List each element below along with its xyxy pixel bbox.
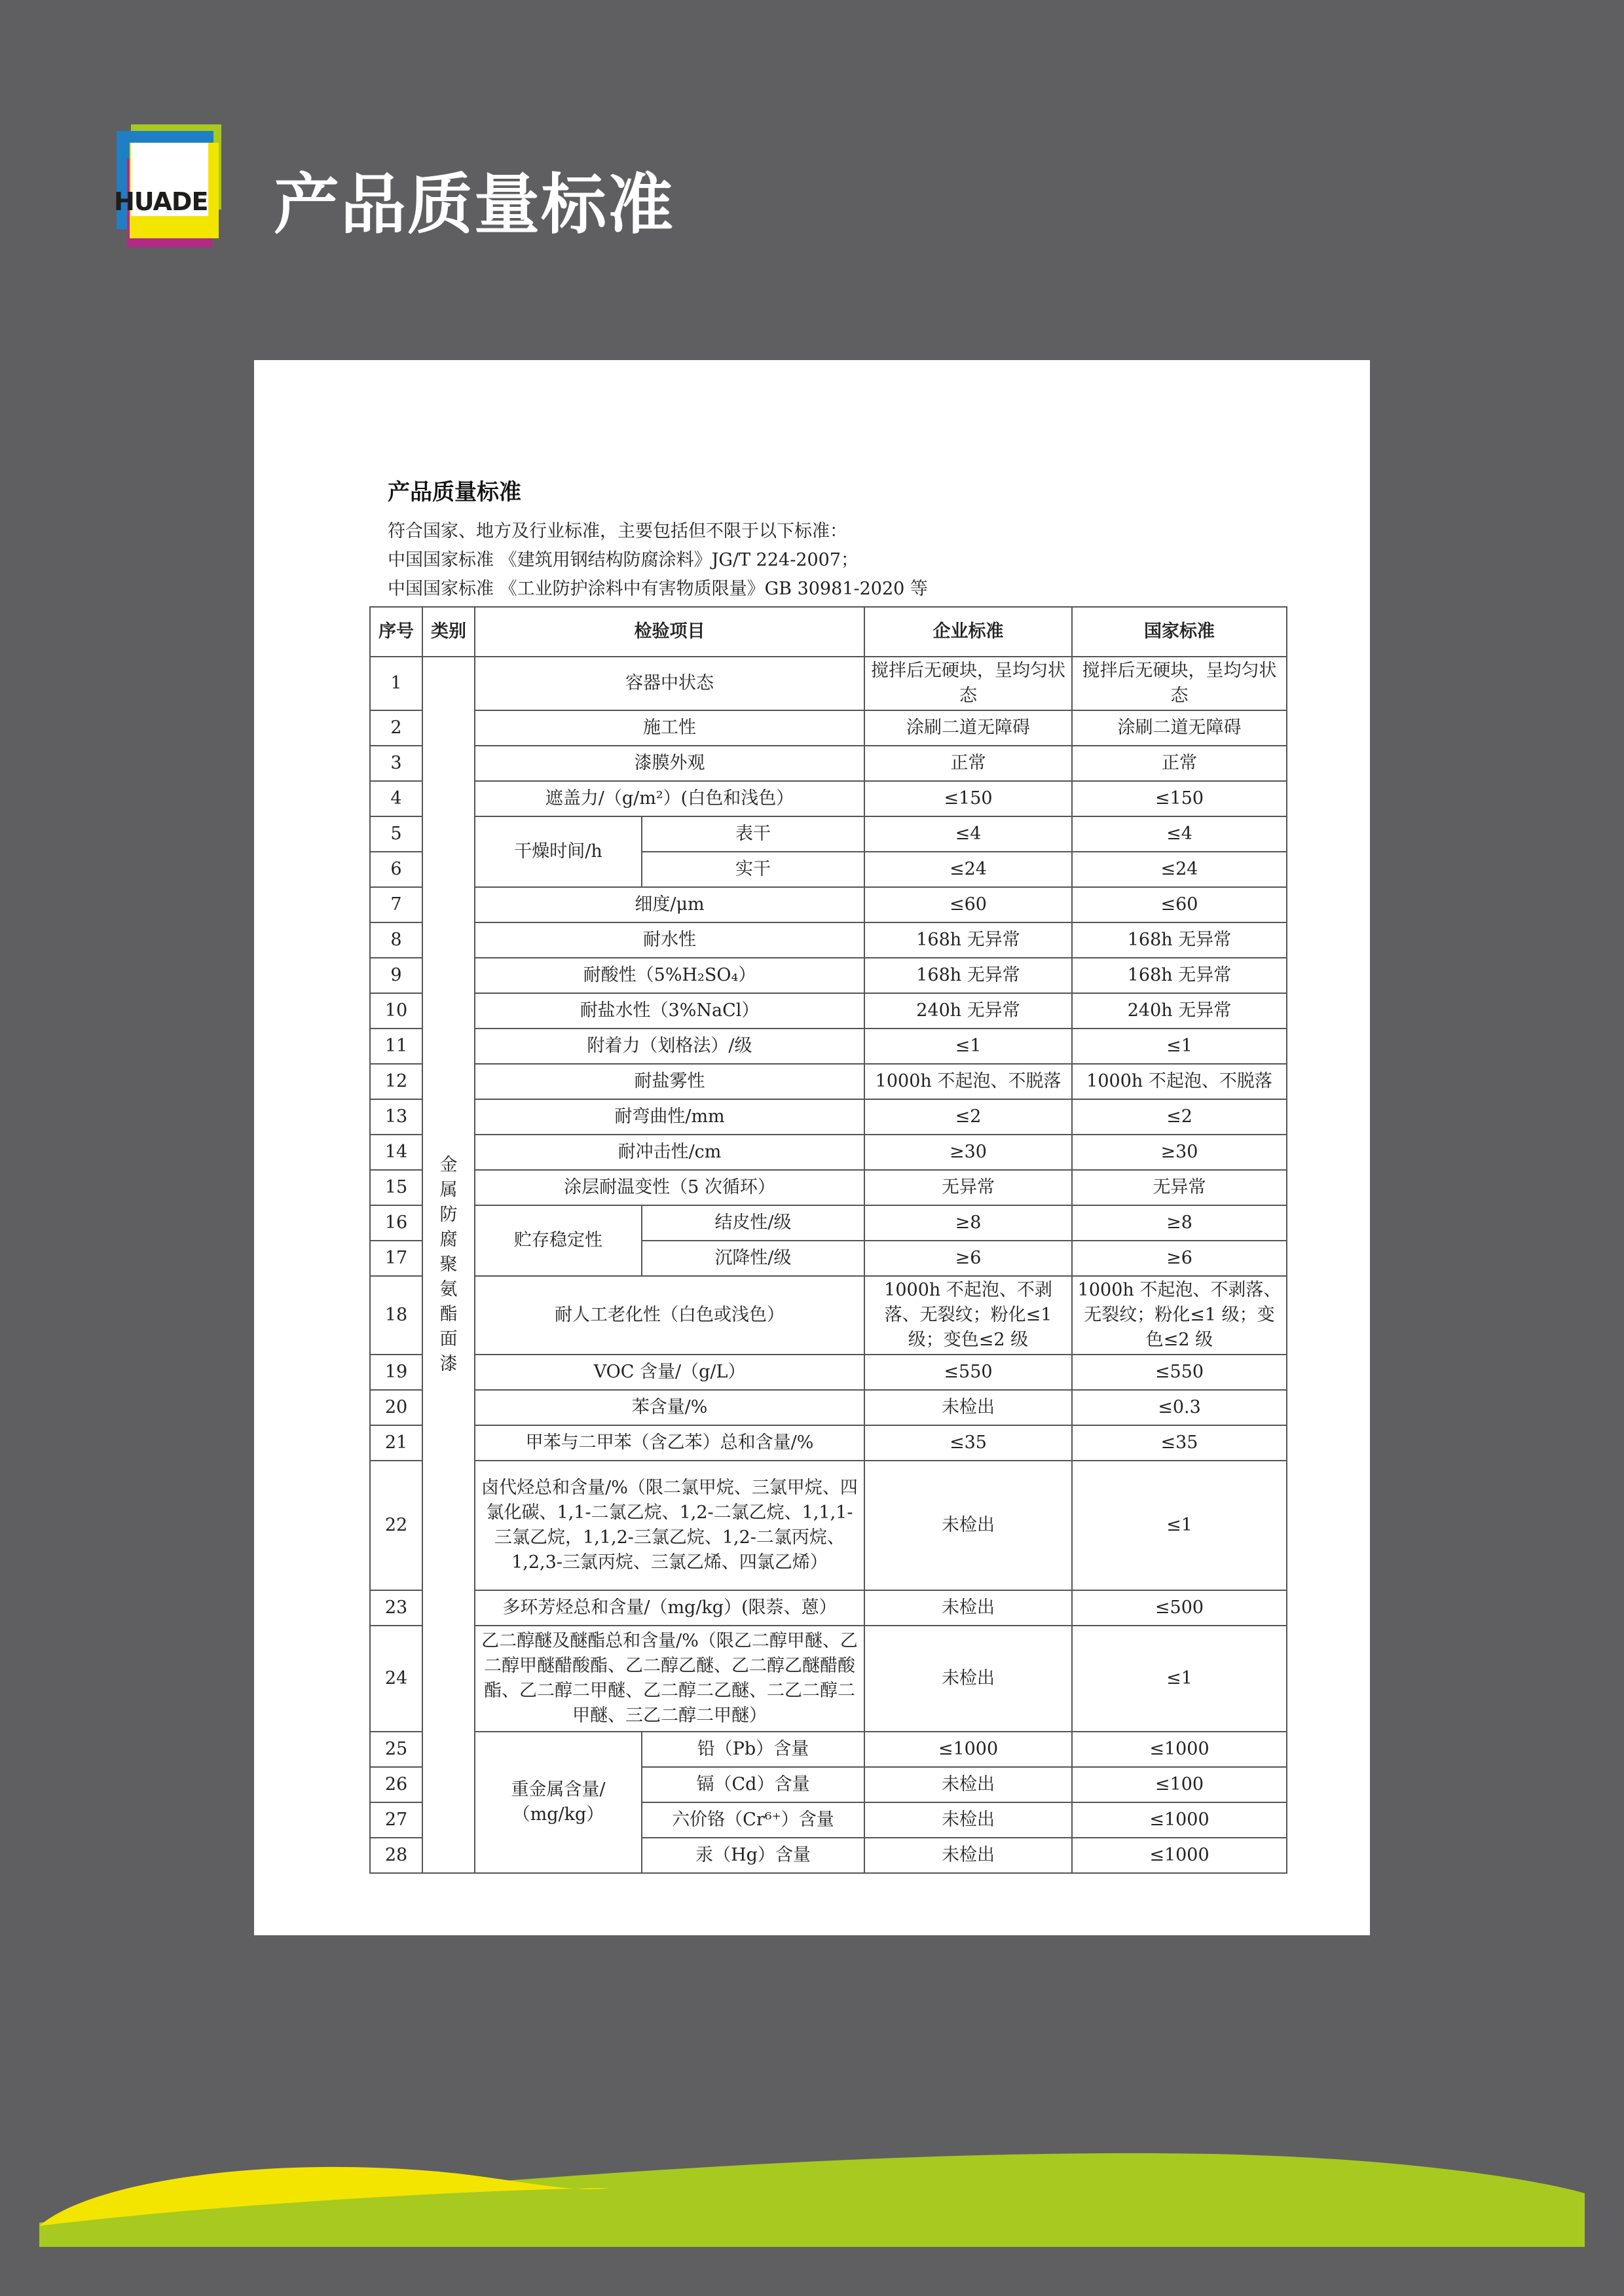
national-value: 无异常 [1072,1170,1287,1205]
row-number: 18 [370,1276,422,1355]
national-value: ≤24 [1072,852,1287,887]
row-number: 3 [370,746,422,781]
item-cell: 附着力（划格法）/级 [475,1029,864,1064]
national-value: 168h 无异常 [1072,922,1287,958]
enterprise-value: ≥30 [864,1135,1072,1170]
table-row [370,887,1287,922]
row-number: 27 [370,1802,422,1838]
row-number: 22 [370,1461,422,1590]
row-number: 13 [370,1099,422,1135]
item-cell: 耐酸性（5%H₂SO₄） [475,958,864,993]
national-value: ≥6 [1072,1241,1287,1276]
item-cell: 容器中状态 [475,657,864,710]
row-number: 17 [370,1241,422,1276]
document-title: 产品质量标准 [388,479,521,505]
national-value: ≤1000 [1072,1838,1287,1873]
table-row [370,1590,1287,1626]
enterprise-value: ≤550 [864,1355,1072,1390]
table-row [370,657,1287,710]
enterprise-value: 1000h 不起泡、不脱落 [864,1064,1072,1099]
row-number: 15 [370,1170,422,1205]
header-national-standard: 国家标准 [1072,607,1287,657]
item-cell: 表干 [642,816,864,852]
item-cell: 耐人工老化性（白色或浅色） [475,1276,864,1355]
item-cell: 铅（Pb）含量 [642,1732,864,1767]
row-number: 5 [370,816,422,852]
table-row [370,1626,1287,1732]
row-number: 11 [370,1029,422,1064]
enterprise-value: ≤35 [864,1425,1072,1461]
enterprise-value: 搅拌后无硬块，呈均匀状态 [864,657,1072,710]
row-number: 28 [370,1838,422,1873]
row-number: 1 [370,657,422,710]
intro-line: 中国国家标准 《工业防护涂料中有害物质限量》GB 30981-2020 等 [388,579,928,599]
national-value: ≤2 [1072,1099,1287,1135]
table-row [370,1355,1287,1390]
item-cell: 耐水性 [475,922,864,958]
enterprise-value: ≥6 [864,1241,1072,1276]
logo-text: HUADE [114,187,208,216]
enterprise-value: ≤1 [864,1029,1072,1064]
enterprise-value: 未检出 [864,1802,1072,1838]
intro-text [388,517,928,604]
row-number: 8 [370,922,422,958]
enterprise-value: 未检出 [864,1590,1072,1626]
national-value: ≤1000 [1072,1802,1287,1838]
table-row [370,1170,1287,1205]
enterprise-value: 未检出 [864,1626,1072,1732]
national-value: ≤1 [1072,1461,1287,1590]
enterprise-value: ≤1000 [864,1732,1072,1767]
table-header-row [370,607,1287,657]
table-row [370,1461,1287,1590]
national-value: ≤100 [1072,1767,1287,1802]
enterprise-value: ≤150 [864,781,1072,816]
item-cell: 实干 [642,852,864,887]
table-row [370,710,1287,746]
enterprise-value: ≤2 [864,1099,1072,1135]
row-number: 10 [370,993,422,1029]
item-cell: 遮盖力/（g/m²）(白色和浅色） [475,781,864,816]
item-cell: 甲苯与二甲苯（含乙苯）总和含量/% [475,1425,864,1461]
national-value: ≤1000 [1072,1732,1287,1767]
national-value: 搅拌后无硬块，呈均匀状态 [1072,657,1287,710]
item-cell: 施工性 [475,710,864,746]
item-cell: 结皮性/级 [642,1205,864,1241]
item-cell: 沉降性/级 [642,1241,864,1276]
table-row [370,993,1287,1029]
header-category: 类别 [422,607,475,657]
table-row [370,1135,1287,1170]
enterprise-value: 240h 无异常 [864,993,1072,1029]
item-cell: 苯含量/% [475,1390,864,1425]
row-number: 14 [370,1135,422,1170]
header-item: 检验项目 [475,607,864,657]
national-value: ≥8 [1072,1205,1287,1241]
table-row [370,1390,1287,1425]
row-number: 9 [370,958,422,993]
decorative-waves [0,2108,1624,2296]
header-seq: 序号 [370,607,422,657]
enterprise-value: 168h 无异常 [864,958,1072,993]
national-value: ≤1 [1072,1029,1287,1064]
national-value: ≤0.3 [1072,1390,1287,1425]
row-number: 2 [370,710,422,746]
table-row [370,1425,1287,1461]
national-value: ≤150 [1072,781,1287,816]
national-value: ≥30 [1072,1135,1287,1170]
row-number: 23 [370,1590,422,1626]
item-cell: 漆膜外观 [475,746,864,781]
national-value: ≤35 [1072,1425,1287,1461]
national-value: ≤500 [1072,1590,1287,1626]
item-cell: 细度/μm [475,887,864,922]
national-value: ≤550 [1072,1355,1287,1390]
item-cell: 乙二醇醚及醚酯总和含量/%（限乙二醇甲醚、乙二醇甲醚醋酸酯、乙二醇乙醚、乙二醇乙醚醋酸酯、乙二醇二甲醚、乙二醇二乙醚、二乙二醇二甲醚、三乙二醇二甲醚） [475,1626,864,1732]
enterprise-value: ≤60 [864,887,1072,922]
row-number: 16 [370,1205,422,1241]
row-number: 21 [370,1425,422,1461]
table-row [370,958,1287,993]
row-number: 6 [370,852,422,887]
row-number: 12 [370,1064,422,1099]
row-number: 4 [370,781,422,816]
enterprise-value: 涂刷二道无障碍 [864,710,1072,746]
enterprise-value: 168h 无异常 [864,922,1072,958]
enterprise-value: ≤24 [864,852,1072,887]
row-number: 25 [370,1732,422,1767]
item-cell: 耐冲击性/cm [475,1135,864,1170]
enterprise-value: ≥8 [864,1205,1072,1241]
quality-standard-table [369,606,1287,1874]
item-group-cell: 重金属含量/（mg/kg） [475,1732,642,1873]
huade-logo [114,124,221,249]
row-number: 20 [370,1390,422,1425]
item-cell: 镉（Cd）含量 [642,1767,864,1802]
category-cell [422,657,475,1873]
item-cell: 汞（Hg）含量 [642,1838,864,1873]
table-row [370,1029,1287,1064]
intro-line: 符合国家、地方及行业标准，主要包括但不限于以下标准： [388,521,847,541]
national-value: 1000h 不起泡、不脱落 [1072,1064,1287,1099]
enterprise-value: 正常 [864,746,1072,781]
enterprise-value: 1000h 不起泡、不剥落、无裂纹；粉化≤1 级；变色≤2 级 [864,1276,1072,1355]
enterprise-value: ≤4 [864,816,1072,852]
table-row [370,1099,1287,1135]
table-row [370,1276,1287,1355]
national-value: ≤4 [1072,816,1287,852]
national-value: 正常 [1072,746,1287,781]
item-cell: 卤代烃总和含量/%（限二氯甲烷、三氯甲烷、四氯化碳、1,1-二氯乙烷、1,2-二氯乙烷、1,1,1-三氯乙烷，1,1,2-三氯乙烷、1,2-二氯丙烷、1,2,3-三氯丙烷、三氯乙烯、四氯乙烯） [475,1461,864,1590]
table-row [370,1064,1287,1099]
table-row [370,1205,1287,1241]
intro-line: 中国国家标准 《建筑用钢结构防腐涂料》JG/T 224-2007； [388,550,859,570]
item-cell: 耐盐雾性 [475,1064,864,1099]
item-cell: VOC 含量/（g/L） [475,1355,864,1390]
national-value: 涂刷二道无障碍 [1072,710,1287,746]
page-title: 产品质量标准 [274,166,674,243]
table-row [370,922,1287,958]
item-cell: 耐盐水性（3%NaCl） [475,993,864,1029]
table-row [370,1732,1287,1767]
row-number: 19 [370,1355,422,1390]
table-row [370,781,1287,816]
document-sheet [254,360,1370,1935]
item-cell: 涂层耐温变性（5 次循环） [475,1170,864,1205]
table-row [370,816,1287,852]
enterprise-value: 未检出 [864,1461,1072,1590]
row-number: 7 [370,887,422,922]
category-label: 金属防腐聚氨酯面漆 [439,1155,458,1374]
national-value: 240h 无异常 [1072,993,1287,1029]
national-value: 1000h 不起泡、不剥落、无裂纹；粉化≤1 级；变色≤2 级 [1072,1276,1287,1355]
item-group-cell: 干燥时间/h [475,816,642,887]
item-group-cell: 贮存稳定性 [475,1205,642,1276]
enterprise-value: 未检出 [864,1390,1072,1425]
national-value: 168h 无异常 [1072,958,1287,993]
row-number: 24 [370,1626,422,1732]
enterprise-value: 无异常 [864,1170,1072,1205]
item-cell: 耐弯曲性/mm [475,1099,864,1135]
enterprise-value: 未检出 [864,1838,1072,1873]
national-value: ≤60 [1072,887,1287,922]
item-cell: 多环芳烃总和含量/（mg/kg）(限萘、蒽） [475,1590,864,1626]
enterprise-value: 未检出 [864,1767,1072,1802]
row-number: 26 [370,1767,422,1802]
national-value: ≤1 [1072,1626,1287,1732]
table-row [370,746,1287,781]
header-enterprise-standard: 企业标准 [864,607,1072,657]
item-cell: 六价铬（Cr⁶⁺）含量 [642,1802,864,1838]
